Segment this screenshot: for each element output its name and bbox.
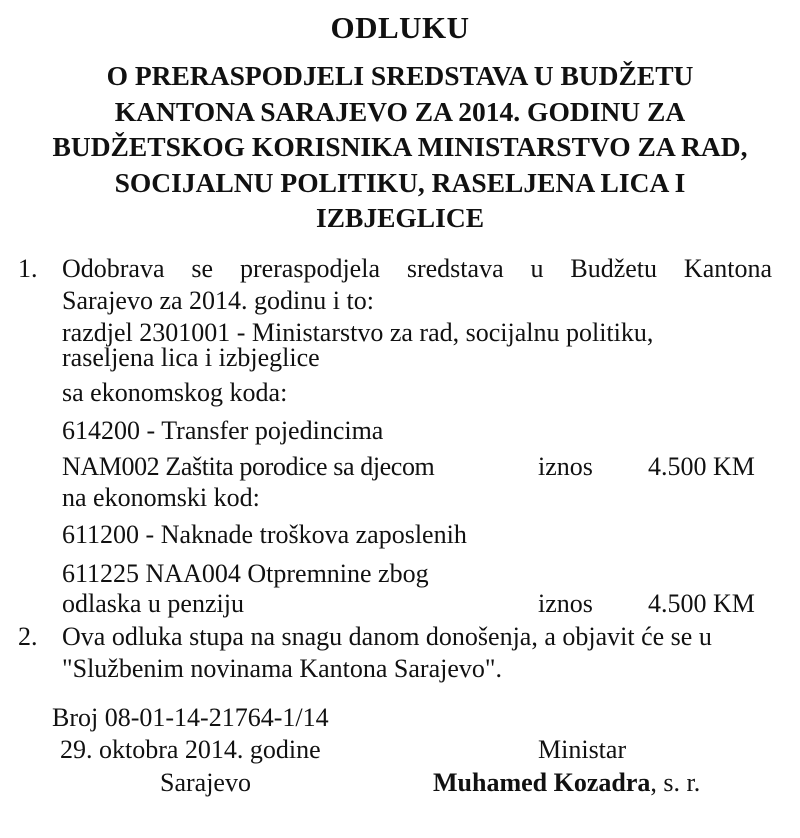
razdjel-line: razdjel 2301001 - Ministarstvo za rad, socijalnu politiku, [62, 318, 654, 347]
to-amount: 4.500 KM [648, 589, 755, 618]
to-program-line: odlaska u penziju [62, 589, 244, 618]
signatory-role: Ministar [538, 735, 627, 764]
subtitle-line: KANTONA SARAJEVO ZA 2014. GODINU ZA [114, 95, 686, 127]
subtitle-line: IZBJEGLICE [315, 202, 485, 233]
razdjel-line: raseljena lica i izbjeglice [62, 343, 320, 372]
item-number: 2. [18, 622, 38, 651]
item-number: 1. [18, 254, 38, 283]
to-economic-code: 611200 - Naknade troškova zaposlenih [62, 520, 467, 549]
document-place: Sarajevo [160, 768, 251, 797]
item2-text-line: Ova odluka stupa na snagu danom donošenja, a objavit će se u [62, 622, 712, 651]
document-number: Broj 08-01-14-21764-1/14 [52, 703, 329, 732]
document-title: ODLUKU [330, 10, 470, 45]
from-economic-code: 614200 - Transfer pojedincima [62, 416, 384, 445]
item2-text-line: "Službenim novinama Kantona Sarajevo". [62, 654, 503, 683]
document-subtitle [0, 58, 800, 236]
to-code-label: na ekonomski kod: [62, 483, 260, 512]
from-amount: 4.500 KM [648, 452, 755, 481]
signatory-suffix: , s. r. [650, 768, 701, 797]
item1-text-line: Sarajevo za 2014. godinu i to: [62, 286, 374, 315]
to-program-line: 611225 NAA004 Otpremnine zbog [62, 559, 429, 588]
signatory [433, 768, 700, 798]
subtitle-line: BUDŽETSKOG KORISNIKA MINISTARSTVO ZA RAD, [52, 131, 748, 162]
subtitle-line: SOCIJALNU POLITIKU, RASELJENA LICA I [114, 166, 686, 198]
item1-text-line: Odobrava se preraspodjela sredstava u Budžetu Kantona [62, 254, 772, 283]
signatory-name: Muhamed Kozadra [433, 768, 651, 797]
from-code-label: sa ekonomskog koda: [62, 378, 288, 407]
document-date: 29. oktobra 2014. godine [60, 735, 321, 764]
subtitle-line: O PRERASPODJELI SREDSTAVA U BUDŽETU [106, 60, 694, 91]
to-amount-label: iznos [538, 589, 593, 618]
from-amount-label: iznos [538, 452, 593, 481]
from-program: NAM002 Zaštita porodice sa djecom [62, 452, 435, 481]
